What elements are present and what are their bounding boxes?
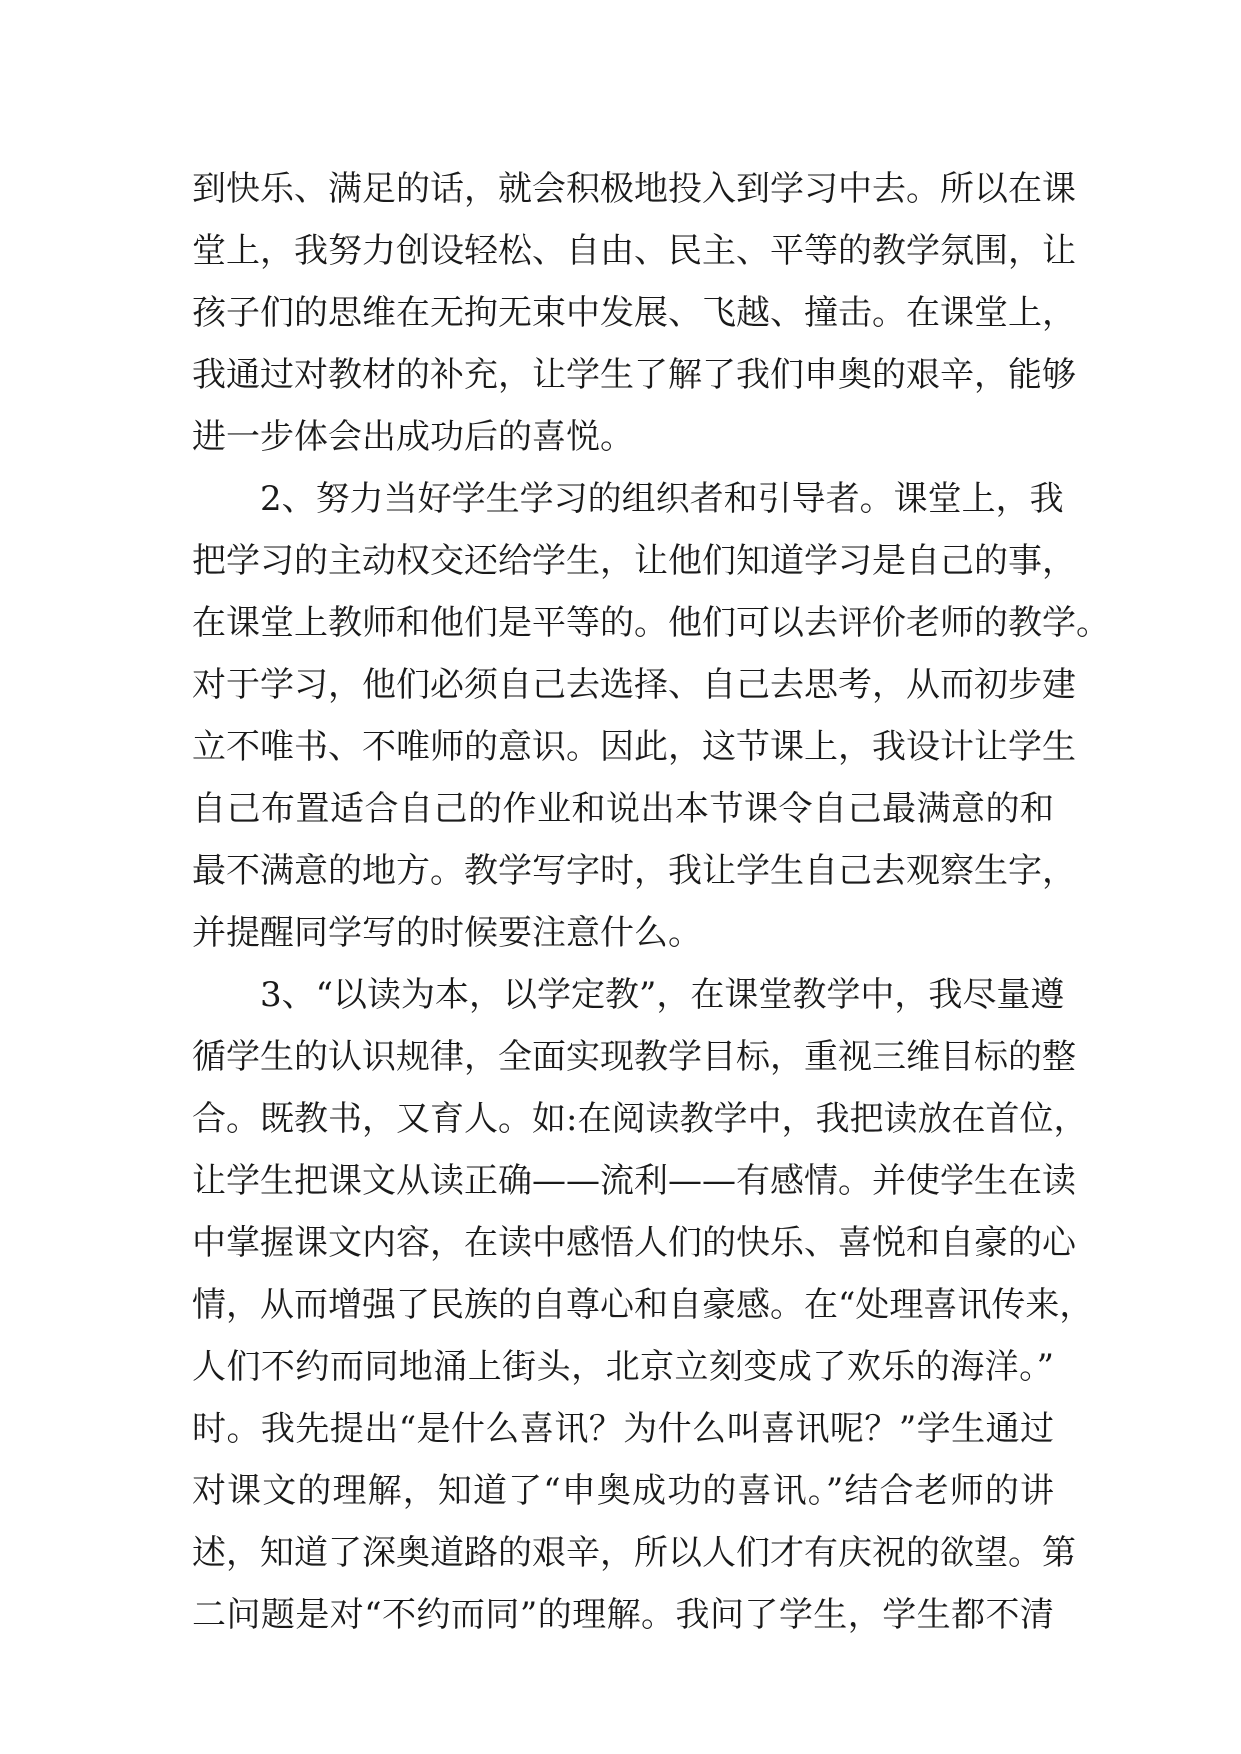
text-line: 并提醒同学写的时候要注意什么。 xyxy=(192,913,702,953)
paragraph-continuation xyxy=(192,158,1076,468)
text-line: 人们不约而同地涌上街头，北京立刻变成了欢乐的海洋。” xyxy=(192,1347,1054,1387)
paragraph-2 xyxy=(192,468,1110,964)
text-line: 进一步体会出成功后的喜悦。 xyxy=(192,417,634,457)
text-line: 让学生把课文从读正确——流利——有感情。并使学生在读 xyxy=(192,1161,1076,1201)
text-line: 二问题是对“不约而同”的理解。我问了学生，学生都不清 xyxy=(192,1595,1054,1635)
text-line: 2、努力当好学生学习的组织者和引导者。课堂上，我 xyxy=(260,479,1064,519)
text-line: 3、“以读为本，以学定教”，在课堂教学中，我尽量遵 xyxy=(260,975,1065,1015)
text-line: 时。我先提出“是什么喜讯？为什么叫喜讯呢？”学生通过 xyxy=(192,1409,1054,1449)
text-line: 把学习的主动权交还给学生，让他们知道学习是自己的事， xyxy=(192,541,1076,581)
paragraph-3 xyxy=(192,964,1094,1646)
text-line: 对课文的理解，知道了“申奥成功的喜讯。”结合老师的讲 xyxy=(192,1471,1054,1511)
text-line: 中掌握课文内容，在读中感悟人们的快乐、喜悦和自豪的心 xyxy=(192,1223,1076,1263)
text-line: 孩子们的思维在无拘无束中发展、飞越、撞击。在课堂上， xyxy=(192,293,1076,333)
text-line: 在课堂上教师和他们是平等的。他们可以去评价老师的教学。 xyxy=(192,603,1110,643)
text-line: 合。既教书，又育人。如:在阅读教学中，我把读放在首位， xyxy=(192,1099,1088,1139)
text-line: 情，从而增强了民族的自尊心和自豪感。在“处理喜讯传来， xyxy=(192,1285,1094,1325)
text-line: 述，知道了深奥道路的艰辛，所以人们才有庆祝的欲望。第 xyxy=(192,1533,1076,1573)
text-line: 对于学习，他们必须自己去选择、自己去思考，从而初步建 xyxy=(192,665,1076,705)
text-line: 自己布置适合自己的作业和说出本节课令自己最满意的和 xyxy=(192,789,1054,829)
text-line: 最不满意的地方。教学写字时，我让学生自己去观察生字， xyxy=(192,851,1076,891)
text-line: 立不唯书、不唯师的意识。因此，这节课上，我设计让学生 xyxy=(192,727,1076,767)
text-line: 到快乐、满足的话，就会积极地投入到学习中去。所以在课 xyxy=(192,169,1076,209)
body-text xyxy=(192,158,1110,1646)
text-line: 堂上，我努力创设轻松、自由、民主、平等的教学氛围，让 xyxy=(192,231,1076,271)
text-line: 我通过对教材的补充，让学生了解了我们申奥的艰辛，能够 xyxy=(192,355,1076,395)
text-line: 循学生的认识规律，全面实现教学目标，重视三维目标的整 xyxy=(192,1037,1076,1077)
